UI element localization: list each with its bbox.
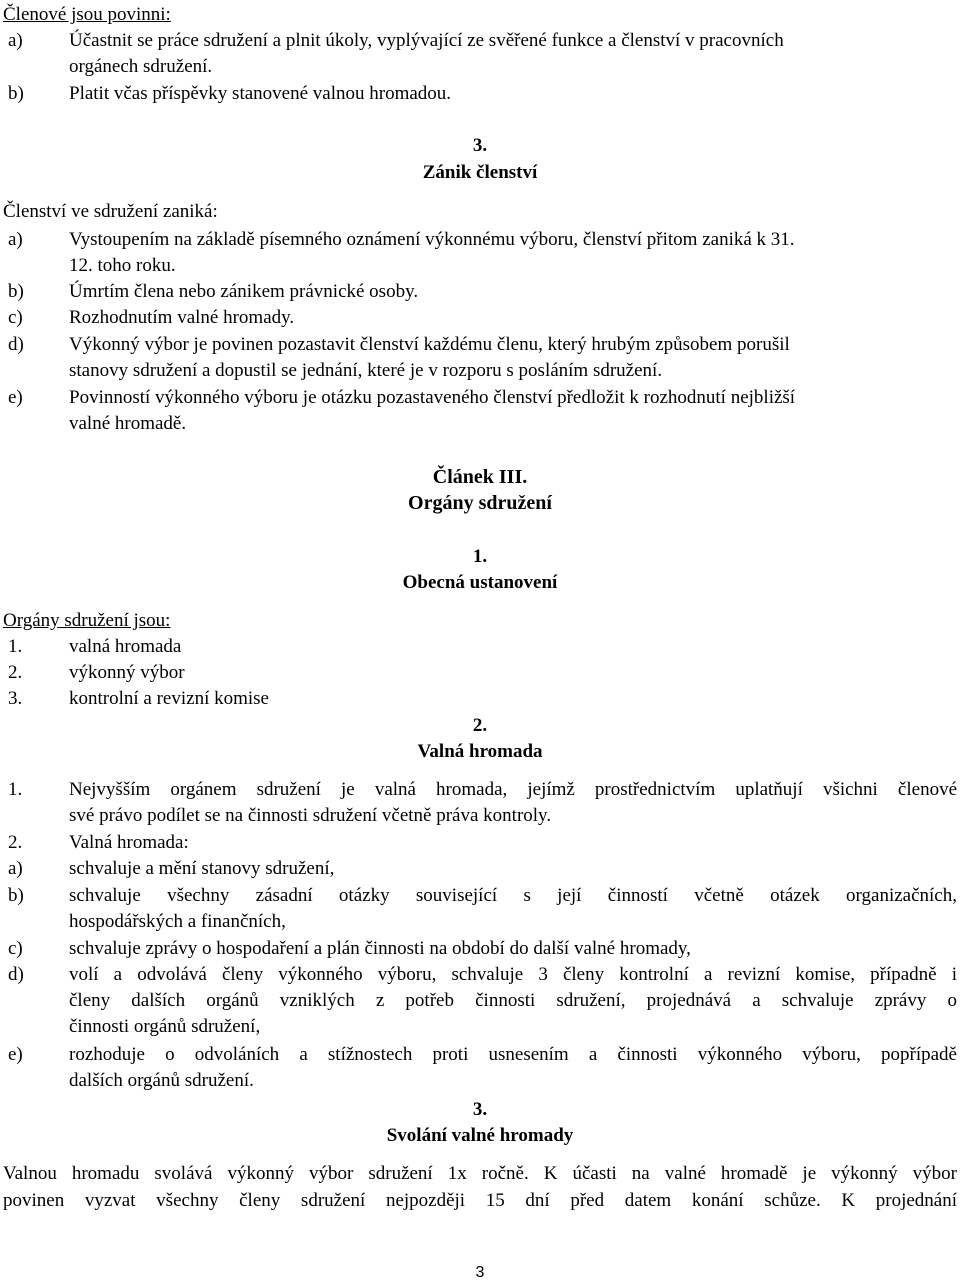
list-item: 2. výkonný výbor xyxy=(8,662,185,683)
list-item: b) Úmrtím člena nebo zánikem právnické osoby. xyxy=(8,281,419,302)
list-item: e) rozhoduje o odvoláních a stížnostech proti usnesením a činnosti výkonného výboru, popřípadě dalších orgánů sdružení. xyxy=(8,1044,957,1091)
section-intro: Členství ve sdružení zaniká: xyxy=(3,201,218,222)
section-number: 3. xyxy=(472,135,488,156)
section-title: Svolání valné hromady xyxy=(386,1125,574,1146)
list-item: d) Výkonný výbor je povinen pozastavit členství každému členu, který hrubým způsobem porušil stanovy sdružení a dopustil se jednání, které je v rozporu s posláním sdružení. xyxy=(8,334,790,381)
section-number: 3. xyxy=(472,1099,488,1120)
list-item: 2. Valná hromada: xyxy=(8,832,189,853)
list-item: e) Povinností výkonného výboru je otázku pozastaveného členství předložit k rozhodnutí nejbližší valné hromadě. xyxy=(8,387,796,434)
article-number: Článek III. xyxy=(432,466,528,488)
list-item: a) schvaluje a mění stanovy sdružení, xyxy=(8,858,335,879)
section-title: Zánik členství xyxy=(422,162,538,183)
list-item: a) Vystoupením na základě písemného oznámení výkonnému výboru, členství přitom zaniká k 31. 12. toho roku. xyxy=(8,229,795,276)
list-item: a) Účastnit se práce sdružení a plnit úkoly, vyplývající ze svěřené funkce a členství v pracovních orgánech sdružení. xyxy=(8,30,784,77)
paragraph-line: Valnou hromadu svolává výkonný výbor sdružení 1x ročně. K účasti na valné hromadě je výkonný výbor xyxy=(3,1163,957,1184)
list-item: c) schvaluje zprávy o hospodaření a plán činnosti na období do další valné hromady, xyxy=(8,938,691,959)
section-title: Valná hromada xyxy=(417,741,543,762)
section-number: 1. xyxy=(472,546,488,567)
article-title: Orgány sdružení xyxy=(408,492,552,514)
list-item: b) Platit včas příspěvky stanovené valnou hromadou. xyxy=(8,83,452,104)
list-item: 3. kontrolní a revizní komise xyxy=(8,688,269,709)
list-item: 1. valná hromada xyxy=(8,636,182,657)
organs-heading: Orgány sdružení jsou: xyxy=(3,610,171,631)
section-title: Obecná ustanovení xyxy=(402,572,558,593)
members-duties-heading: Členové jsou povinni: xyxy=(3,4,171,25)
list-item: b) schvaluje všechny zásadní otázky související s její činností včetně otázek organizačních, hospodářských a finančních, xyxy=(8,885,957,932)
list-item: 1. Nejvyšším orgánem sdružení je valná hromada, jejímž prostřednictvím uplatňují všichni členové své právo podílet se na činnosti sdružení včetně práva kontroly. xyxy=(8,779,957,826)
page-number: 3 xyxy=(475,1264,485,1281)
list-item: d) volí a odvolává členy výkonného výboru, schvaluje 3 členy kontrolní a revizní komise, případně i členy dalších orgánů vzniklých z potřeb činnosti sdružení, projednává a schvaluje zprávy o činnosti orgánů sdružení, xyxy=(8,964,957,1037)
section-number: 2. xyxy=(472,715,488,736)
list-item: c) Rozhodnutím valné hromady. xyxy=(8,307,295,328)
paragraph-line: povinen vyzvat všechny členy sdružení nejpozději 15 dní před datem konání schůze. K projednání xyxy=(3,1190,957,1211)
